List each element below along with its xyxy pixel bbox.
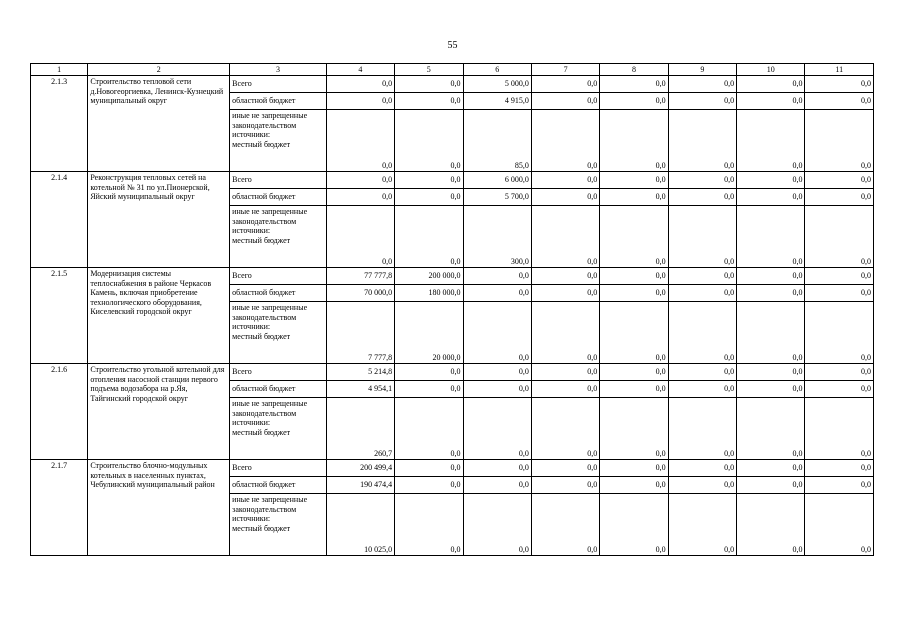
value-cell: 0,0 [668,93,736,110]
value-cell: 0,0 [737,206,805,268]
value-cell: 20 000,0 [395,302,463,364]
header-cell: 5 [395,64,463,76]
funding-source: областной бюджет [230,285,327,302]
value-cell: 0,0 [805,206,874,268]
value-cell: 180 000,0 [395,285,463,302]
header-cell: 8 [600,64,668,76]
value-cell: 0,0 [668,172,736,189]
value-cell: 0,0 [737,398,805,460]
value-cell: 0,0 [395,381,463,398]
value-cell: 300,0 [463,206,531,268]
page-number: 55 [447,40,458,51]
value-cell: 0,0 [326,76,394,93]
header-cell: 1 [31,64,88,76]
value-cell: 0,0 [531,460,599,477]
item-name: Строительство тепловой сети д.Новогеоргиевка, Ленинск-Кузнецкий муниципальный округ [88,76,230,172]
value-cell: 0,0 [600,398,668,460]
value-cell: 0,0 [600,494,668,556]
value-cell: 5 214,8 [326,364,394,381]
value-cell: 0,0 [531,93,599,110]
value-cell: 0,0 [531,494,599,556]
value-cell: 0,0 [531,364,599,381]
header-cell: 4 [326,64,394,76]
value-cell: 0,0 [600,93,668,110]
value-cell: 4 915,0 [463,93,531,110]
value-cell: 0,0 [531,477,599,494]
item-name: Реконструкция тепловых сетей на котельной № 31 по ул.Пионерской, Яйский муниципальный округ [88,172,230,268]
value-cell: 0,0 [737,268,805,285]
funding-source: областной бюджет [230,477,327,494]
funding-source: иные не запрещенные законодательством источники: местный бюджет [230,302,327,364]
value-cell: 0,0 [805,381,874,398]
funding-source: иные не запрещенные законодательством источники: местный бюджет [230,206,327,268]
value-cell: 0,0 [395,76,463,93]
funding-source: Всего [230,76,327,93]
value-cell: 0,0 [463,398,531,460]
value-cell: 0,0 [668,477,736,494]
value-cell: 0,0 [600,477,668,494]
item-number: 2.1.3 [31,76,88,172]
value-cell: 0,0 [668,494,736,556]
value-cell: 0,0 [737,494,805,556]
value-cell: 0,0 [531,172,599,189]
value-cell: 6 000,0 [463,172,531,189]
value-cell: 0,0 [395,494,463,556]
value-cell: 0,0 [531,189,599,206]
value-cell: 5 000,0 [463,76,531,93]
value-cell: 0,0 [395,93,463,110]
funding-source: иные не запрещенные законодательством источники: местный бюджет [230,494,327,556]
value-cell: 7 777,8 [326,302,394,364]
item-number: 2.1.7 [31,460,88,556]
funding-source: областной бюджет [230,381,327,398]
value-cell: 0,0 [805,76,874,93]
value-cell: 0,0 [805,268,874,285]
value-cell: 0,0 [737,381,805,398]
value-cell: 0,0 [668,110,736,172]
item-number: 2.1.4 [31,172,88,268]
value-cell: 0,0 [737,302,805,364]
value-cell: 0,0 [326,189,394,206]
value-cell: 0,0 [531,302,599,364]
value-cell: 4 954,1 [326,381,394,398]
funding-source: иные не запрещенные законодательством источники: местный бюджет [230,110,327,172]
table-row [31,76,874,93]
item-name: Модернизация системы теплоснабжения в районе Черкасов Камень, включая приобретение технологического оборудования, Киселевский городской округ [88,268,230,364]
value-cell: 260,7 [326,398,394,460]
header-cell: 7 [531,64,599,76]
item-name: Строительство угольной котельной для отопления насосной станции первого подъема водозабора на р.Яя, Тайгинский городской округ [88,364,230,460]
value-cell: 0,0 [326,110,394,172]
table-row [31,460,874,477]
value-cell: 0,0 [805,364,874,381]
value-cell: 0,0 [805,285,874,302]
value-cell: 200 000,0 [395,268,463,285]
value-cell: 0,0 [600,172,668,189]
value-cell: 0,0 [668,285,736,302]
value-cell: 0,0 [600,302,668,364]
header-cell: 10 [737,64,805,76]
value-cell: 85,0 [463,110,531,172]
value-cell: 0,0 [395,189,463,206]
funding-source: Всего [230,172,327,189]
value-cell: 0,0 [668,302,736,364]
value-cell: 0,0 [805,302,874,364]
funding-source: Всего [230,364,327,381]
item-name: Строительство блочно-модульных котельных в населенных пунктах, Чебулинский муниципальный район [88,460,230,556]
value-cell: 0,0 [395,364,463,381]
value-cell: 0,0 [600,110,668,172]
value-cell: 0,0 [326,172,394,189]
value-cell: 0,0 [805,398,874,460]
budget-table [30,63,874,556]
value-cell: 0,0 [395,172,463,189]
value-cell: 0,0 [463,285,531,302]
value-cell: 0,0 [668,206,736,268]
value-cell: 200 499,4 [326,460,394,477]
value-cell: 0,0 [737,110,805,172]
funding-source: иные не запрещенные законодательством источники: местный бюджет [230,398,327,460]
funding-source: Всего [230,268,327,285]
value-cell: 70 000,0 [326,285,394,302]
value-cell: 0,0 [737,189,805,206]
value-cell: 0,0 [463,364,531,381]
value-cell: 0,0 [463,302,531,364]
value-cell: 0,0 [668,460,736,477]
value-cell: 0,0 [395,460,463,477]
value-cell: 0,0 [668,381,736,398]
value-cell: 0,0 [737,93,805,110]
value-cell: 0,0 [531,110,599,172]
funding-source: областной бюджет [230,93,327,110]
value-cell: 0,0 [463,494,531,556]
value-cell: 0,0 [600,206,668,268]
header-row [31,64,874,76]
value-cell: 0,0 [737,285,805,302]
item-number: 2.1.5 [31,268,88,364]
value-cell: 0,0 [531,76,599,93]
value-cell: 0,0 [326,206,394,268]
table-row [31,172,874,189]
value-cell: 0,0 [805,477,874,494]
value-cell: 0,0 [531,206,599,268]
value-cell: 0,0 [326,93,394,110]
value-cell: 0,0 [395,477,463,494]
value-cell: 0,0 [737,76,805,93]
value-cell: 0,0 [463,381,531,398]
value-cell: 0,0 [805,460,874,477]
value-cell: 0,0 [463,460,531,477]
value-cell: 0,0 [737,477,805,494]
value-cell: 0,0 [531,285,599,302]
value-cell: 0,0 [395,206,463,268]
value-cell: 0,0 [805,93,874,110]
value-cell: 0,0 [600,268,668,285]
value-cell: 0,0 [805,494,874,556]
value-cell: 0,0 [668,189,736,206]
value-cell: 0,0 [463,477,531,494]
value-cell: 0,0 [395,110,463,172]
value-cell: 0,0 [668,268,736,285]
value-cell: 0,0 [668,398,736,460]
header-cell: 11 [805,64,874,76]
value-cell: 190 474,4 [326,477,394,494]
value-cell: 77 777,8 [326,268,394,285]
value-cell: 0,0 [737,172,805,189]
value-cell: 0,0 [600,189,668,206]
value-cell: 0,0 [600,76,668,93]
value-cell: 0,0 [737,364,805,381]
value-cell: 5 700,0 [463,189,531,206]
funding-source: областной бюджет [230,189,327,206]
header-cell: 9 [668,64,736,76]
value-cell: 0,0 [600,460,668,477]
value-cell: 0,0 [463,268,531,285]
value-cell: 0,0 [531,398,599,460]
value-cell: 0,0 [600,364,668,381]
value-cell: 0,0 [805,110,874,172]
value-cell: 0,0 [531,381,599,398]
value-cell: 0,0 [600,381,668,398]
header-cell: 6 [463,64,531,76]
table-row [31,268,874,285]
value-cell: 0,0 [805,189,874,206]
value-cell: 0,0 [395,398,463,460]
item-number: 2.1.6 [31,364,88,460]
value-cell: 0,0 [600,285,668,302]
value-cell: 10 025,0 [326,494,394,556]
value-cell: 0,0 [668,364,736,381]
header-cell: 2 [88,64,230,76]
value-cell: 0,0 [668,76,736,93]
table-row [31,364,874,381]
header-cell: 3 [230,64,327,76]
value-cell: 0,0 [737,460,805,477]
value-cell: 0,0 [805,172,874,189]
value-cell: 0,0 [531,268,599,285]
funding-source: Всего [230,460,327,477]
